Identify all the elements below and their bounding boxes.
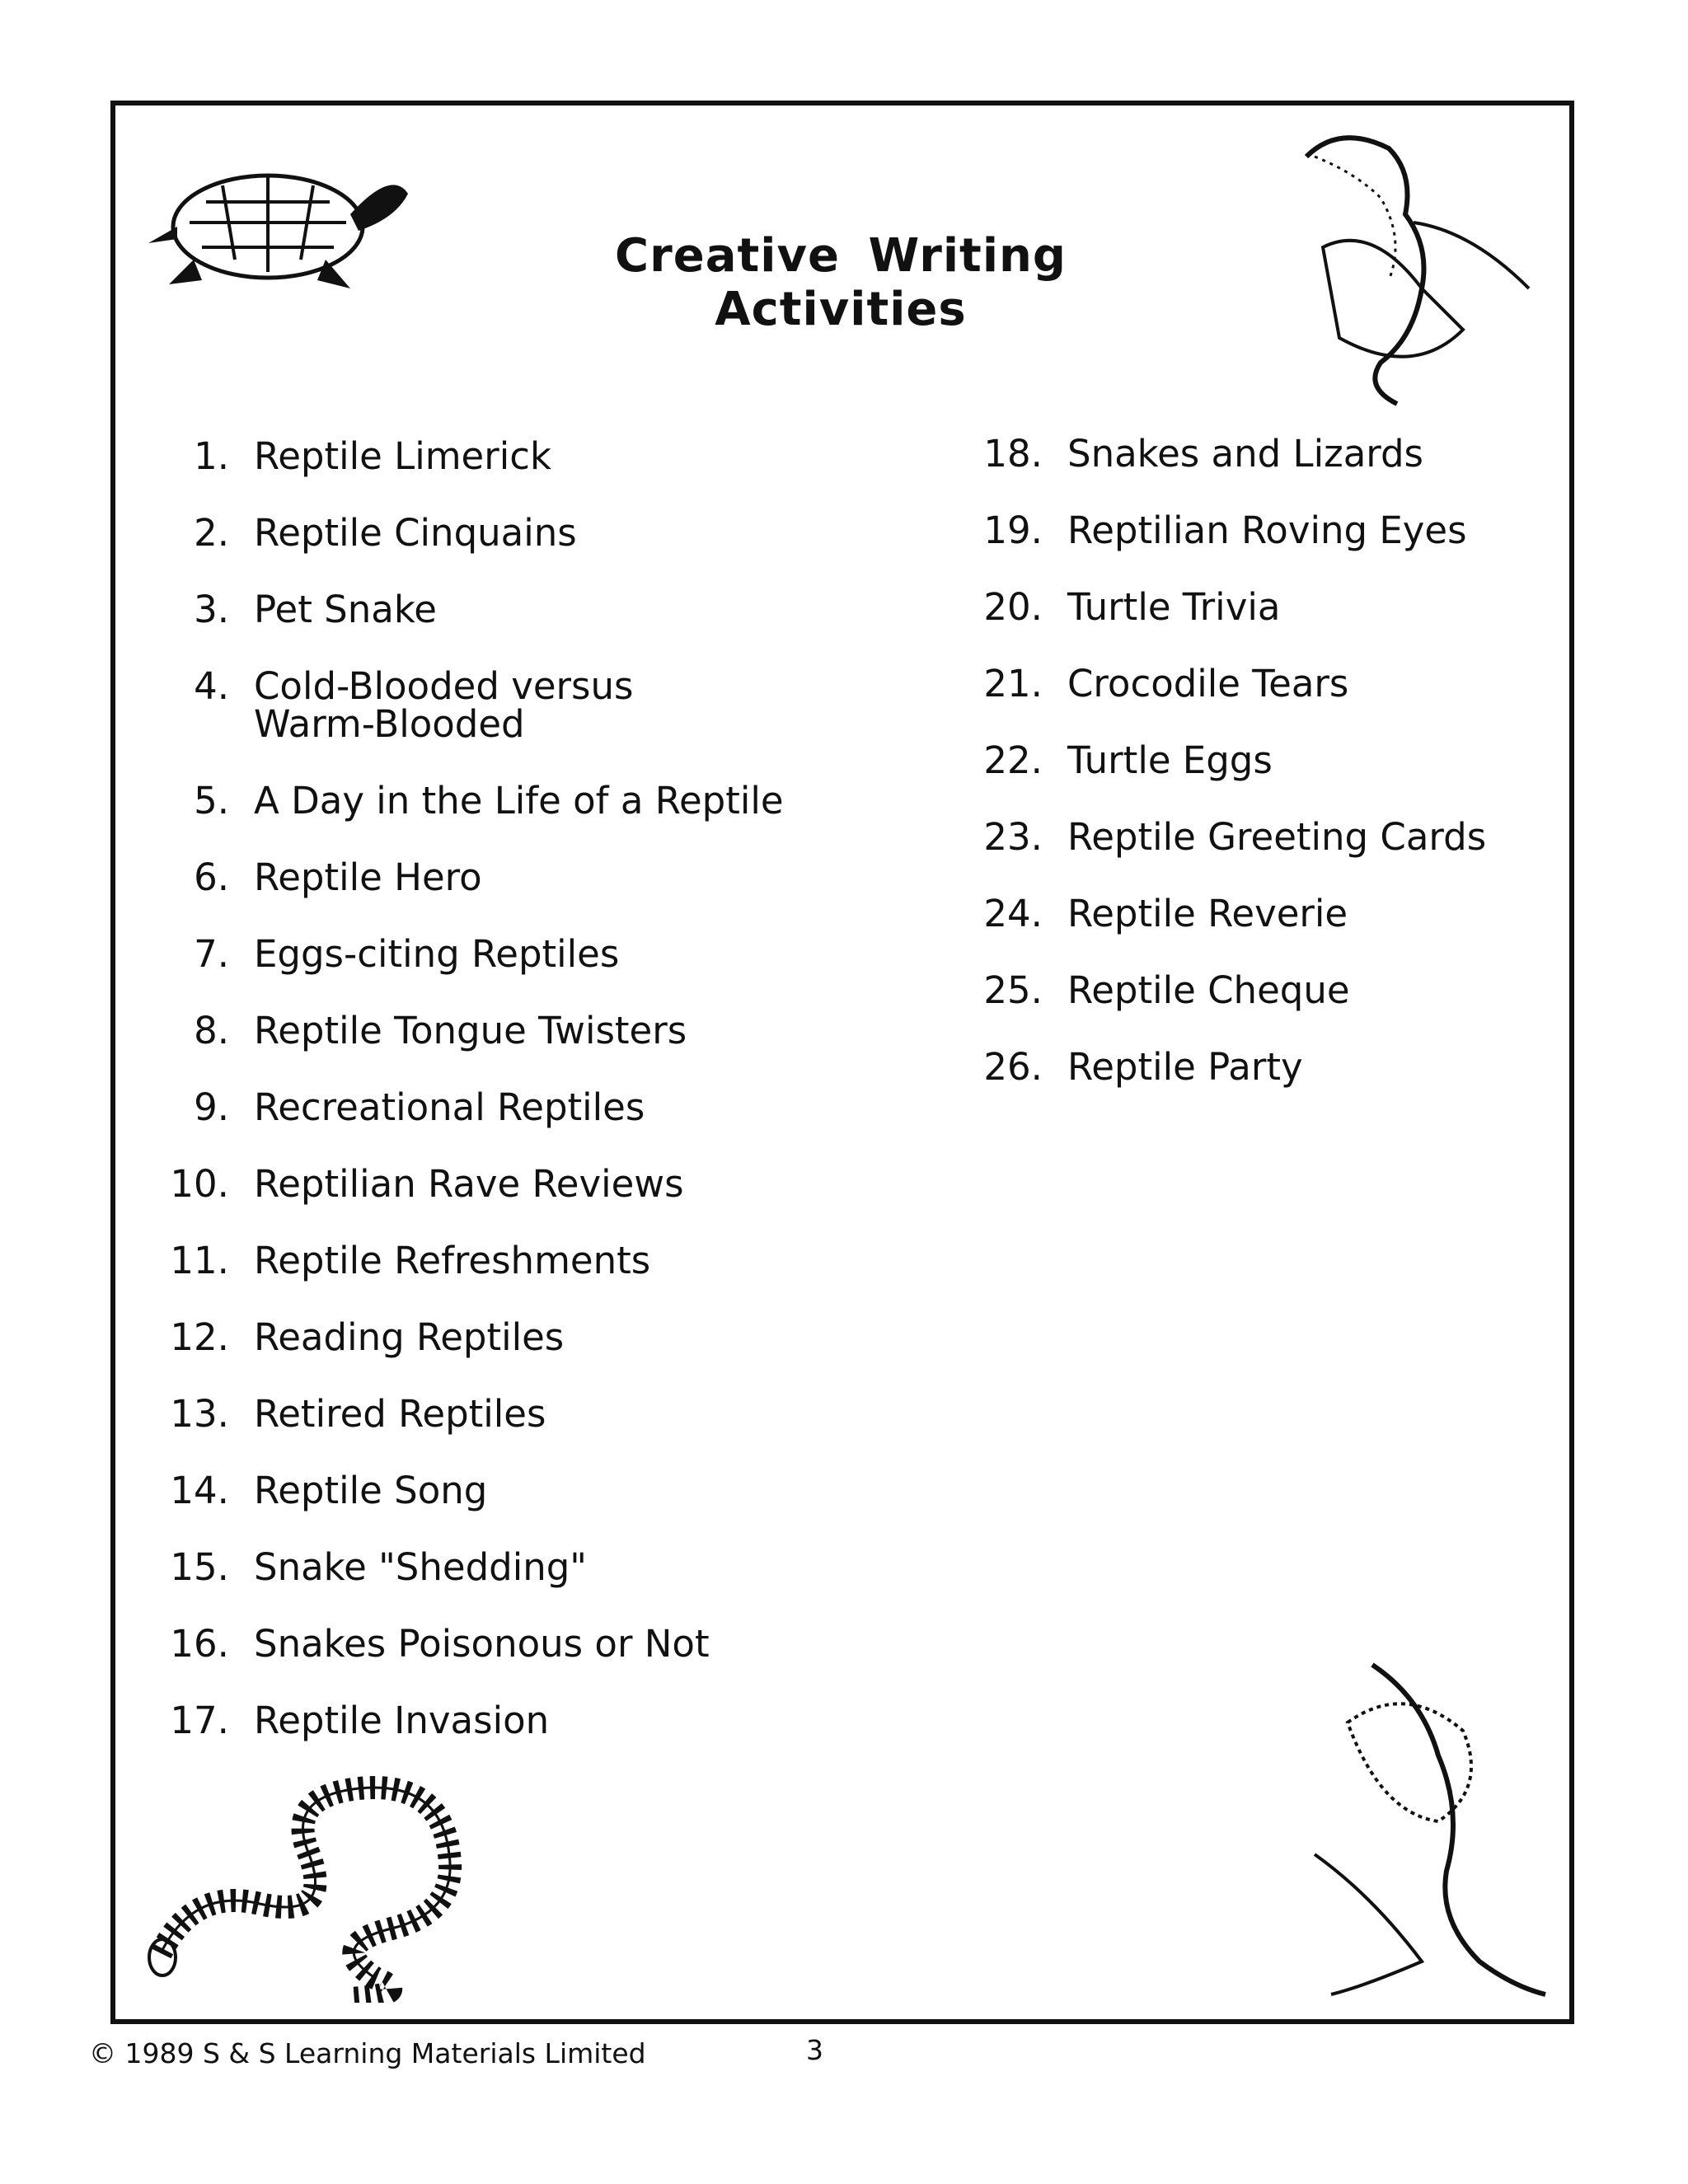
item-text-continued: Warm-Blooded: [254, 702, 525, 746]
item-text: Reptile Song: [254, 1469, 488, 1512]
item-number: 13.: [170, 1392, 229, 1436]
item-number: 7.: [194, 932, 229, 976]
item-text: Crocodile Tears: [1067, 662, 1349, 705]
item-text: Retired Reptiles: [254, 1392, 546, 1436]
item-number: 19.: [983, 509, 1043, 552]
item-text: Eggs-citing Reptiles: [254, 932, 620, 976]
snake-illustration: [144, 1764, 490, 2003]
item-text: A Day in the Life of a Reptile: [254, 779, 784, 823]
item-text: Pet Snake: [254, 588, 437, 631]
item-text: Recreational Reptiles: [254, 1085, 645, 1129]
item-text: Snake "Shedding": [254, 1545, 587, 1589]
item-text: Reptile Tongue Twisters: [254, 1009, 687, 1052]
item-number: 1.: [194, 434, 229, 478]
item-number: 18.: [983, 432, 1043, 476]
lizard-on-rock-illustration: [1290, 124, 1570, 412]
copyright-notice: © 1989 S & S Learning Materials Limited: [89, 2037, 646, 2069]
item-text: Cold-Blooded versus: [254, 664, 634, 708]
item-number: 3.: [194, 588, 229, 631]
item-number: 14.: [170, 1469, 229, 1512]
item-text: Reptile Invasion: [254, 1699, 550, 1742]
item-text: Snakes Poisonous or Not: [254, 1622, 710, 1666]
page-number: 3: [806, 2034, 823, 2066]
item-number: 17.: [170, 1699, 229, 1742]
item-text: Reptilian Rave Reviews: [254, 1162, 684, 1206]
frilled-lizard-illustration: [1298, 1648, 1562, 2011]
item-text: Reptile Refreshments: [254, 1239, 651, 1282]
item-text: Turtle Trivia: [1067, 585, 1281, 629]
item-text: Reptile Cheque: [1067, 968, 1350, 1012]
item-text: Reptile Greeting Cards: [1067, 815, 1487, 859]
item-number: 12.: [170, 1315, 229, 1359]
item-number: 22.: [983, 738, 1043, 782]
item-text: Reptile Limerick: [254, 434, 552, 478]
item-text: Reptile Party: [1067, 1045, 1303, 1089]
item-number: 4.: [194, 664, 229, 708]
item-text: Reptilian Roving Eyes: [1067, 509, 1467, 552]
item-text: Reading Reptiles: [254, 1315, 565, 1359]
item-number: 24.: [983, 892, 1043, 935]
item-number: 6.: [194, 855, 229, 899]
item-number: 20.: [983, 585, 1043, 629]
page-title: Creative Writing Activities: [615, 229, 1067, 336]
item-number: 8.: [194, 1009, 229, 1052]
item-number: 5.: [194, 779, 229, 823]
item-text: Snakes and Lizards: [1067, 432, 1424, 476]
item-number: 10.: [170, 1162, 229, 1206]
item-number: 11.: [170, 1239, 229, 1282]
item-text: Reptile Cinquains: [254, 511, 577, 555]
item-text: Turtle Eggs: [1067, 738, 1273, 782]
item-text: Reptile Reverie: [1067, 892, 1348, 935]
item-number: 15.: [170, 1545, 229, 1589]
item-number: 23.: [983, 815, 1043, 859]
item-number: 21.: [983, 662, 1043, 705]
item-number: 16.: [170, 1622, 229, 1666]
item-text: Reptile Hero: [254, 855, 482, 899]
item-number: 25.: [983, 968, 1043, 1012]
item-number: 9.: [194, 1085, 229, 1129]
item-number: 2.: [194, 511, 229, 555]
item-number: 26.: [983, 1045, 1043, 1089]
turtle-illustration: [144, 136, 424, 297]
